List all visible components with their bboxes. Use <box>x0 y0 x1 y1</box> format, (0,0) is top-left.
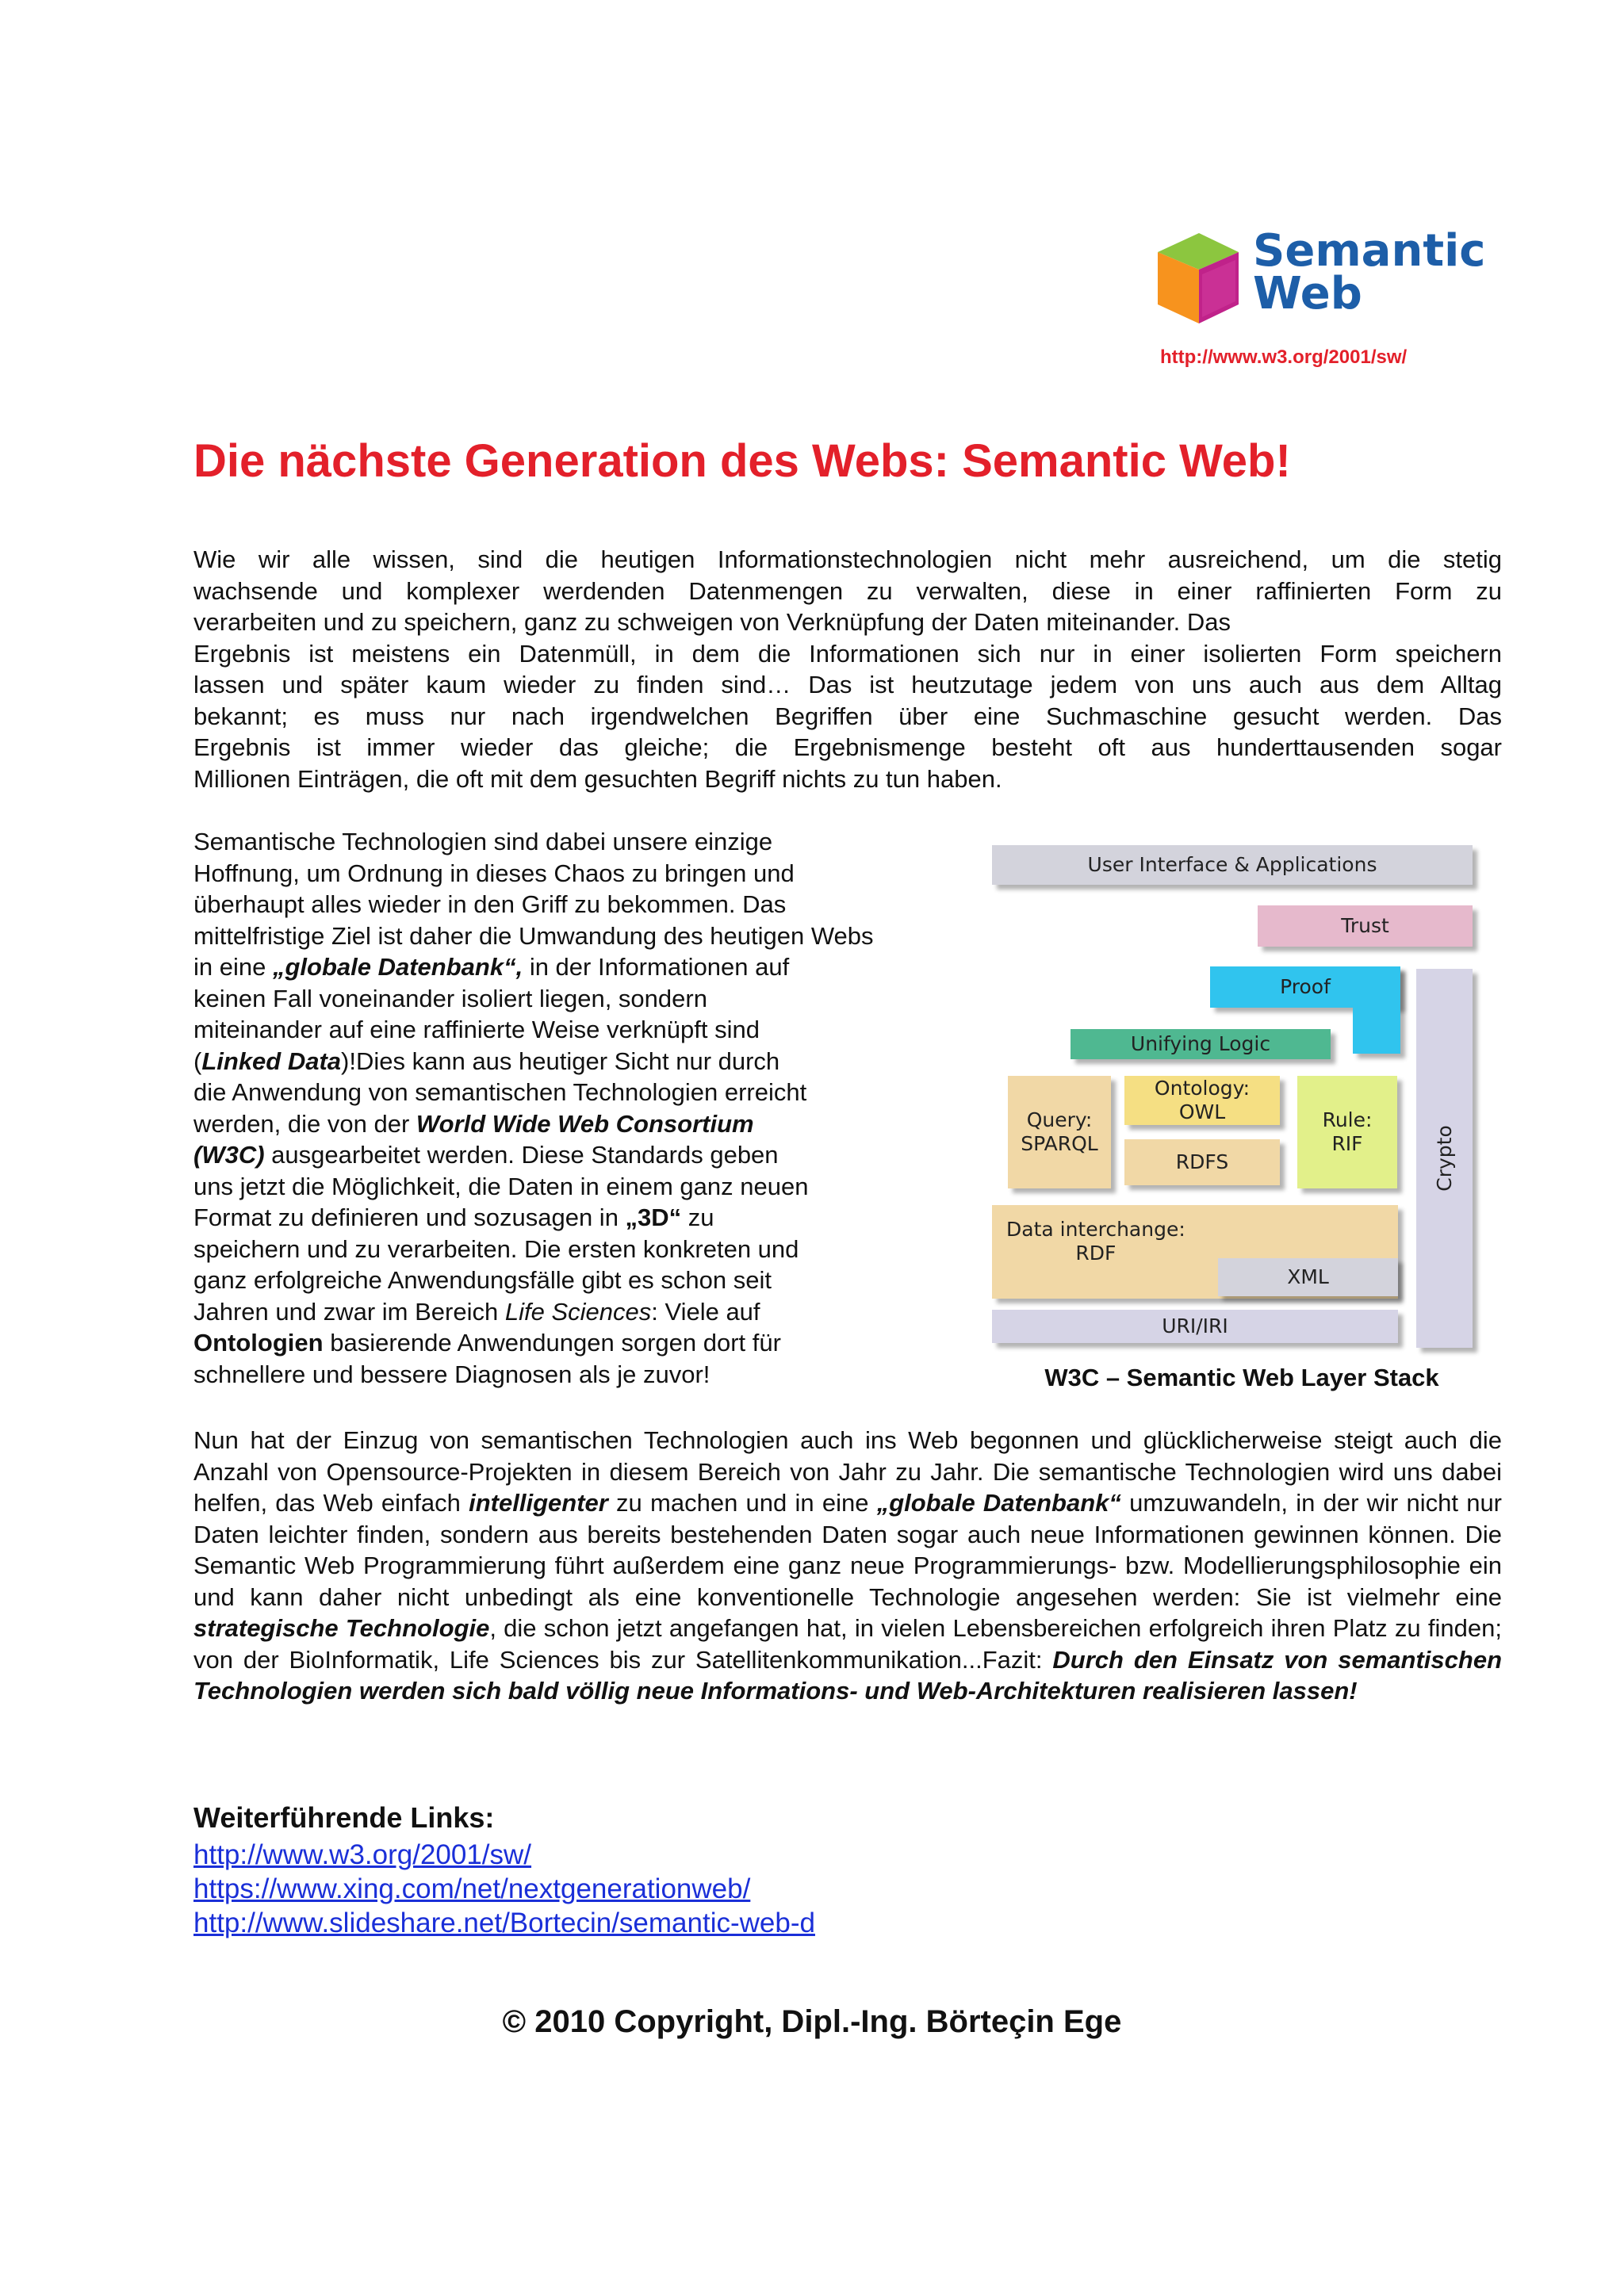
text-span: Format zu definieren und sozusagen in <box>193 1203 626 1231</box>
text-span: Jahren und zwar im Bereich <box>193 1297 505 1326</box>
text-line: die Anwendung von semantischen Technologien erreicht <box>193 1078 807 1106</box>
text-line: uns jetzt die Möglichkeit, die Daten in einem ganz neuen <box>193 1172 809 1200</box>
emphasis-intelligenter: intelligenter <box>469 1489 608 1517</box>
text-line <box>193 1139 947 1171</box>
text-span: umzuwandeln, in der wir nicht nur Daten leichter finden, sondern aus bereits bestehenden Daten sogar auch neue Informationen gewinnen können. Die Semantic Web Programmierung führt außerdem eine ganz neue Programmierungs- bzw. Modellierungsphilosophie ein und kann daher nicht unbedingt als eine konventionelle Technologie angesehen werden: Sie ist vielmehr eine <box>193 1489 1503 1611</box>
emphasis-ontologien: Ontologien <box>193 1329 324 1357</box>
text-span: in eine <box>193 953 273 981</box>
text-span: Nun hat der Einzug von semantischen Technologien auch ins Web begonnen und glücklicherweise steigt auch die Anzahl von Opensource-Projekten in diesem Bereich von Jahr zu Jahr. Die semantische Technologien wird uns dabei helfen, das Web einfach <box>193 1426 1502 1517</box>
semantic-web-layer-stack <box>988 842 1496 1365</box>
text-line: Hoffnung, um Ordnung in dieses Chaos zu bringen und <box>193 859 795 887</box>
emphasis-3d: „3D“ <box>625 1203 682 1231</box>
emphasis-fazit: Durch den Einsatz von semantischen Technologien werden sich bald völlig neue Informations- und Web-Architekturen realisieren lassen! <box>193 1645 1503 1705</box>
text-line <box>193 1327 947 1359</box>
layer-crypto-label: Crypto <box>1432 1125 1456 1192</box>
conclusion-paragraph <box>193 1425 1502 1707</box>
text-line <box>193 1108 947 1140</box>
text-span: ausgearbeitet werden. Diese Standards geben <box>264 1141 779 1169</box>
layer-unifying-logic: Unifying Logic <box>1071 1029 1331 1059</box>
text-line: speichern und zu verarbeiten. Die ersten konkreten und <box>193 1234 799 1263</box>
link-xing[interactable]: https://www.xing.com/net/nextgenerationweb/ <box>193 1873 751 1904</box>
layer-rdf: Data interchange: RDF <box>992 1205 1398 1299</box>
intro-paragraph <box>193 544 1502 794</box>
emphasis-w3c-abbr: (W3C) <box>193 1141 265 1169</box>
page-title: Die nächste Generation des Webs: Semantic Web! <box>193 435 1291 487</box>
text-line <box>193 951 947 983</box>
links-heading: Weiterführende Links: <box>193 1801 495 1834</box>
emphasis-w3c: World Wide Web Consortium <box>416 1109 754 1138</box>
layer-rule-rif: Rule: RIF <box>1297 1076 1397 1188</box>
layer-proof: Proof <box>1210 966 1400 1008</box>
emphasis-strategische-technologie: strategische Technologie <box>193 1614 490 1642</box>
layer-uri-iri: URI/IRI <box>992 1310 1398 1343</box>
text-line: ganz erfolgreiche Anwendungsfälle gibt es schon seit <box>193 1266 772 1294</box>
text-line: miteinander auf eine raffinierte Weise verknüpft sind <box>193 1016 760 1043</box>
semantic-web-logo <box>1155 225 1486 328</box>
text-line: verarbeiten und zu speichern, ganz zu schweigen von Verknüpfung der Daten miteinander. Das <box>193 608 1231 636</box>
text-line: keinen Fall voneinander isoliert liegen, sondern <box>193 984 707 1012</box>
emphasis-life-sciences: Life Sciences <box>504 1297 652 1326</box>
text-line: überhaupt alles wieder in den Griff zu bekommen. Das <box>193 890 787 918</box>
text-line: Wie wir alle wissen, sind die heutigen Informationstechnologien nicht mehr ausreichend, um die stetig <box>193 545 1502 573</box>
text-span: werden, die von der <box>193 1109 416 1138</box>
text-line <box>193 1046 947 1077</box>
layer-trust: Trust <box>1258 905 1473 947</box>
text-span: in der Informationen auf <box>523 953 790 981</box>
layer-xml: XML <box>1218 1258 1398 1296</box>
text-span: , die schon jetzt angefangen hat, in vielen Lebensbereichen erfolgreich ihren Platz zu finden; von der BioInformatik, Life Sciences bis zur Satellitenkommunikation...Fazit: <box>193 1614 1502 1674</box>
emphasis-linked-data: Linked Data <box>201 1047 342 1075</box>
text-span: basierende Anwendungen sorgen dort für <box>323 1329 781 1357</box>
text-span: ( <box>193 1047 202 1075</box>
text-line: wachsende und komplexer werdenden Datenmengen zu verwalten, diese in einer raffinierten Form zu <box>193 576 1502 605</box>
link-slideshare[interactable]: http://www.slideshare.net/Bortecin/semantic-web-d <box>193 1908 815 1938</box>
text-line: Ergebnis ist meistens ein Datenmüll, in dem die Informationen sich nur in einer isolierten Form speichern <box>193 639 1502 668</box>
text-line <box>193 1202 947 1234</box>
layer-rdfs: RDFS <box>1124 1139 1280 1185</box>
text-line: Semantische Technologien sind dabei unsere einzige <box>193 828 773 855</box>
text-span: : Viele auf <box>651 1297 760 1326</box>
technology-paragraph <box>193 826 947 1390</box>
text-span: zu machen und in eine <box>607 1489 877 1517</box>
text-line: bekannt; es muss nur nach irgendwelchen Begriffen über eine Suchmaschine gesucht werden. Das <box>193 702 1502 730</box>
links-list <box>193 1838 815 1940</box>
text-line: schnellere und bessere Diagnosen als je zuvor! <box>193 1360 710 1388</box>
logo-url[interactable]: http://www.w3.org/2001/sw/ <box>1160 346 1408 368</box>
layer-query-sparql: Query: SPARQL <box>1008 1076 1111 1188</box>
text-line: Ergebnis ist immer wieder das gleiche; die Ergebnismenge besteht oft aus hunderttausenden sogar <box>193 733 1502 761</box>
emphasis-globale-datenbank-2: „globale Datenbank“ <box>876 1489 1121 1517</box>
text-line: lassen und später kaum wieder zu finden sind… Das ist heutzutage jedem von uns auch aus dem Alltag <box>193 671 1502 698</box>
logo-text-web: Web <box>1253 268 1362 320</box>
layer-crypto <box>1416 969 1473 1348</box>
logo-text-semantic: Semantic <box>1253 225 1486 277</box>
layer-user-interface: User Interface & Applications <box>992 845 1473 885</box>
layer-proof-extension <box>1353 966 1400 1054</box>
link-w3c-sw[interactable]: http://www.w3.org/2001/sw/ <box>193 1839 532 1870</box>
layer-ontology-owl: Ontology: OWL <box>1124 1076 1280 1125</box>
text-line: Millionen Einträgen, die oft mit dem gesuchten Begriff nichts zu tun haben. <box>193 764 1002 793</box>
text-span: )!Dies kann aus heutiger Sicht nur durch <box>341 1047 780 1075</box>
text-line: mittelfristige Ziel ist daher die Umwandung des heutigen Webs <box>193 921 874 950</box>
semantic-web-cube-icon <box>1155 228 1242 328</box>
text-span: zu <box>681 1203 714 1231</box>
figure-caption: W3C – Semantic Web Layer Stack <box>1044 1364 1439 1391</box>
copyright-footer: © 2010 Copyright, Dipl.-Ing. Börteçin Ege <box>502 2004 1122 2039</box>
text-line <box>193 1296 947 1328</box>
emphasis-globale-datenbank: „globale Datenbank“, <box>272 953 523 981</box>
